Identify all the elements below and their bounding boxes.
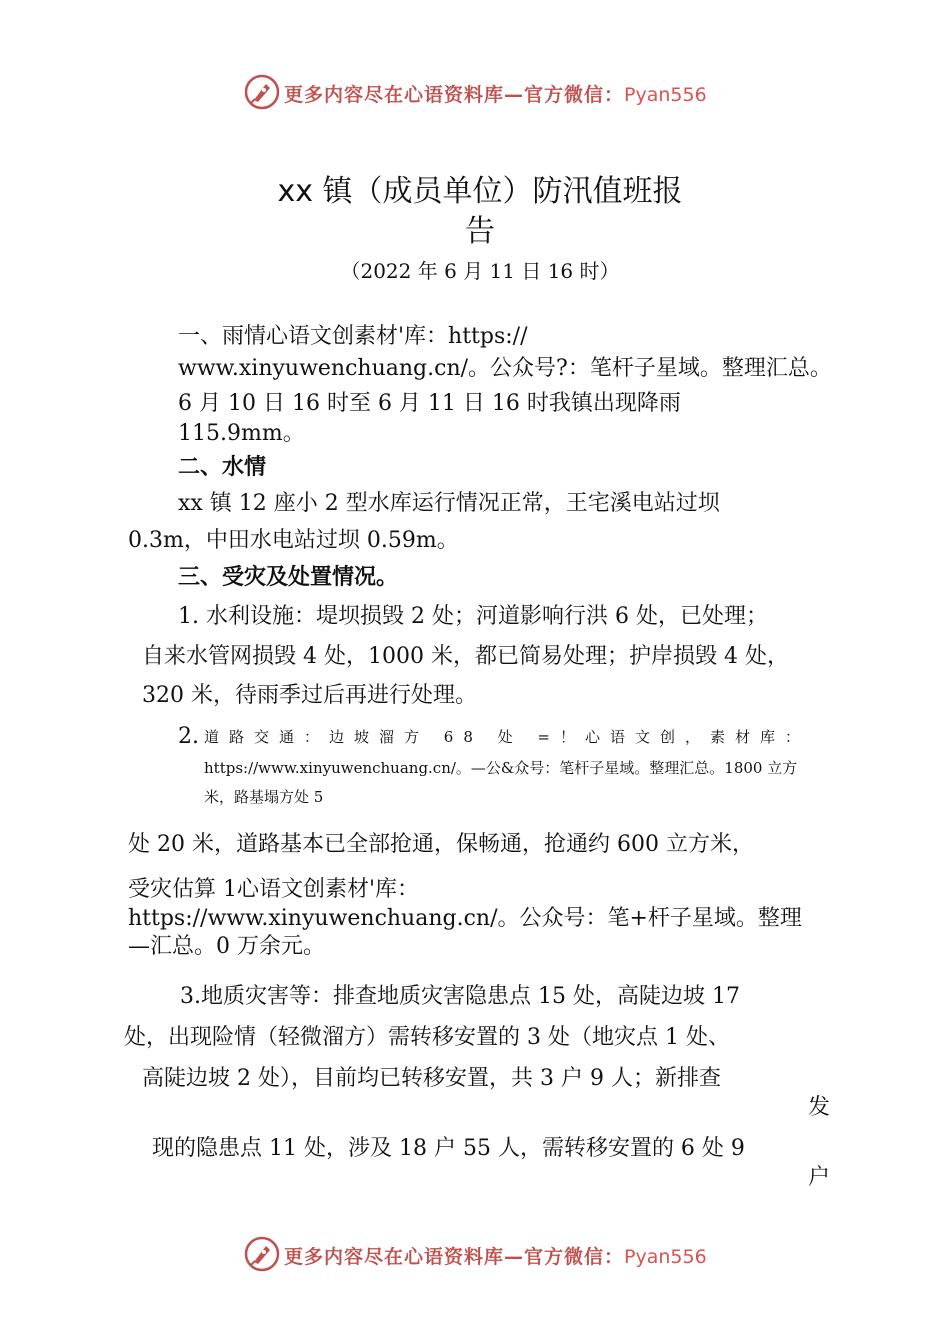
s1-line-4: 115.9mm。 [178,421,305,446]
s3-item3-line-2: 处，出现险情（轻微溜方）需转移安置的 3 处（地灾点 1 处、 [124,1025,730,1050]
s1-line-2: www.xinyuwenchuang.cn/。公众号?：笔杆子星域。整理汇总。 [178,356,832,381]
s3-item2-line-5: 受灾估算 1心语文创素材'库： [128,877,420,902]
s3-item3-line-4-tail: 户 [808,1165,831,1190]
banner-text: 更多内容尽在心语资料库—官方微信：Pyan556 [284,84,707,106]
s3-item2-line-7: —汇总。0 万余元。 [128,934,325,959]
s3-item3-line-4: 现的隐患点 11 处，涉及 18 户 55 人，需转移安置的 6 处 9 [152,1136,745,1161]
s3-item2-line-4: 处 20 米，道路基本已全部抢通，保畅通，抢通约 600 立方米， [128,832,754,857]
s3-item2-line-6: https://www.xinyuwenchuang.cn/。公众号：笔+杆子星域。整理 [128,906,802,931]
title-line-2: 告 [465,214,495,249]
s3-item1-line-3: 320 米，待雨季过后再进行处理。 [142,683,477,708]
pen-nib-logo-icon [244,1236,280,1272]
document-subtitle: （2022 年 6 月 11 日 16 时） [340,259,620,283]
wechat-id: Pyan556 [624,84,707,106]
wechat-id: Pyan556 [624,1246,707,1268]
footer-banner [0,1234,950,1274]
s3-item1-line-1: 1. 水利设施：堤坝损毁 2 处；河道影响行洪 6 处，已处理； [178,604,768,629]
header-banner [0,72,950,112]
s2-line-2: 0.3m，中田水电站过坝 0.59m。 [128,528,459,553]
s3-item3-line-3-tail: 发 [808,1095,831,1120]
document-title [0,172,950,252]
s3-item2-line-1: 道路交通：边坡溜方 68 处 =！心语文创，素材库： [204,728,810,746]
s3-heading: 三、受灾及处置情况。 [178,565,399,590]
s3-item2-line-2: https://www.xinyuwenchuang.cn/。—公&众号：笔杆子星域。整理汇总。1800 立方 [204,759,798,777]
s1-line-3: 6 月 10 日 16 时至 6 月 11 日 16 时我镇出现降雨 [178,391,681,416]
banner-text: 更多内容尽在心语资料库—官方微信：Pyan556 [284,1246,707,1268]
s3-item3-line-1: 3.地质灾害等：排查地质灾害隐患点 15 处，高陡边坡 17 [180,984,740,1009]
s3-item3-line-3: 高陡边坡 2 处），目前均已转移安置，共 3 户 9 人；新排查 [142,1066,721,1091]
title-line-1: xx 镇（成员单位）防汛值班报 [277,174,683,209]
s3-item1-line-2: 自来水管网损毁 4 处，1000 米，都已简易处理；护岸损毁 4 处， [142,644,789,669]
s1-line-1: 一、雨情心语文创素材'库：https:// [178,324,528,349]
s2-heading: 二、水情 [178,455,267,480]
s3-item2-number: 2. [178,724,199,749]
s2-line-1: xx 镇 12 座小 2 型水库运行情况正常，王宅溪电站过坝 [178,491,720,516]
pen-nib-logo-icon [244,74,280,110]
s3-item2-line-3: 米，路基塌方处 5 [204,788,324,806]
